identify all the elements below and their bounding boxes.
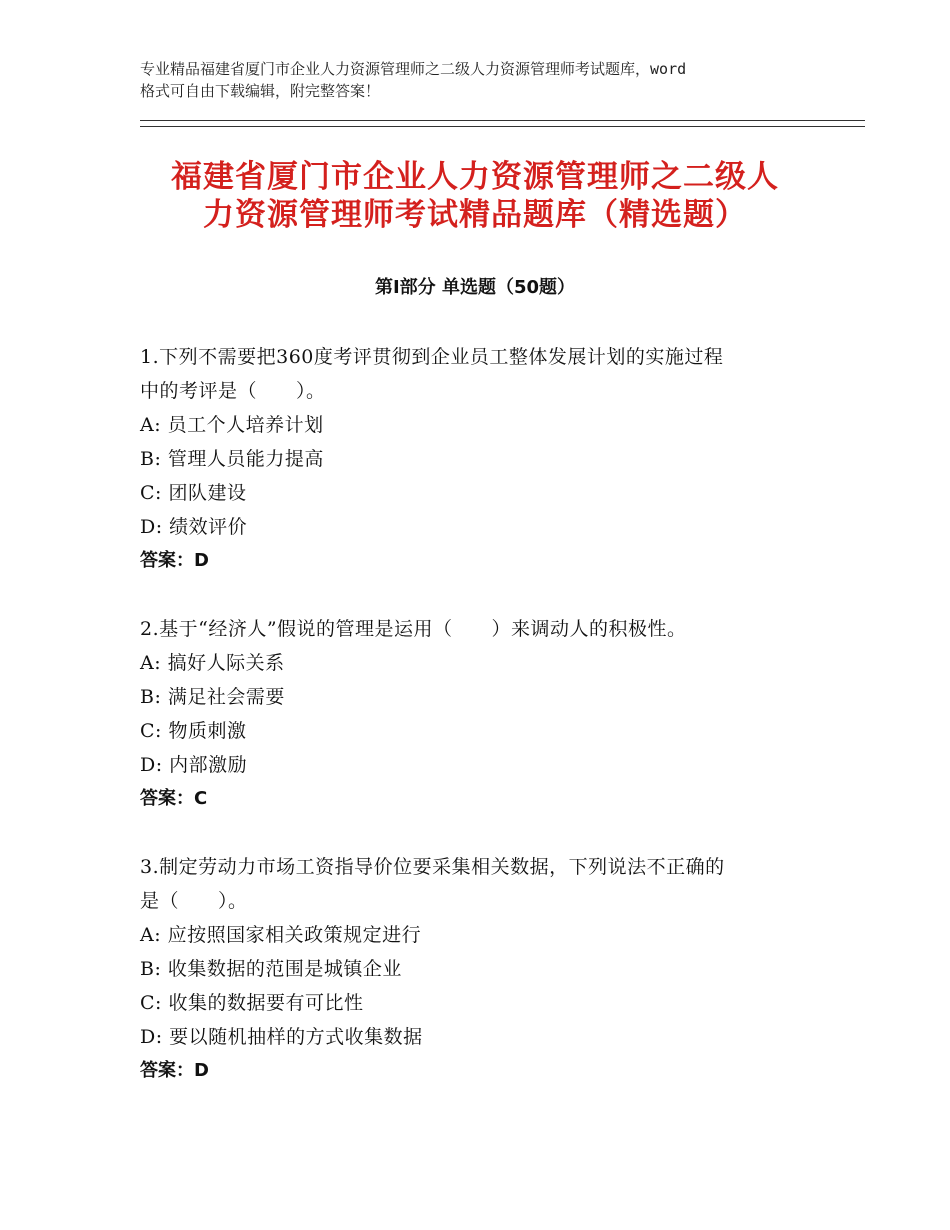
header-divider xyxy=(140,120,865,127)
option-b: B: 收集数据的范围是城镇企业 xyxy=(140,958,402,980)
option-c: C: 收集的数据要有可比性 xyxy=(140,992,364,1014)
section-heading: 第Ⅰ部分 单选题（50题） xyxy=(374,277,575,298)
option-a: A: 应按照国家相关政策规定进行 xyxy=(140,924,422,946)
option-d: D: 绩效评价 xyxy=(140,516,248,538)
question-stem-continued: 是（ ）。 xyxy=(140,890,248,912)
page-header xyxy=(140,58,840,102)
question-list xyxy=(140,340,820,1122)
question-stem: 2.基于“经济人”假说的管理是运用（ ）来调动人的积极性。 xyxy=(140,618,687,640)
title-line-1: 福建省厦门市企业人力资源管理师之二级人 xyxy=(171,159,779,195)
option-b: B: 满足社会需要 xyxy=(140,686,285,708)
title-line-2: 力资源管理师考试精品题库（精选题） xyxy=(203,197,747,233)
option-c: C: 物质刺激 xyxy=(140,720,247,742)
option-b: B: 管理人员能力提高 xyxy=(140,448,324,470)
option-c: C: 团队建设 xyxy=(140,482,247,504)
question-item xyxy=(140,612,820,816)
option-a: A: 员工个人培养计划 xyxy=(140,414,324,436)
header-line-2: 格式可自由下载编辑，附完整答案！ xyxy=(140,82,381,100)
option-d: D: 要以随机抽样的方式收集数据 xyxy=(140,1026,423,1048)
answer: 答案：D xyxy=(140,550,209,571)
header-line-1: 专业精品福建省厦门市企业人力资源管理师之二级人力资源管理师考试题库，word xyxy=(140,60,687,78)
question-item xyxy=(140,340,820,578)
option-a: A: 搞好人际关系 xyxy=(140,652,285,674)
question-stem: 1.下列不需要把360度考评贯彻到企业员工整体发展计划的实施过程 xyxy=(140,346,724,368)
answer: 答案：D xyxy=(140,1060,209,1081)
question-stem-continued: 中的考评是（ ）。 xyxy=(140,380,326,402)
document-title xyxy=(120,158,830,234)
answer: 答案：C xyxy=(140,788,208,809)
option-d: D: 内部激励 xyxy=(140,754,248,776)
question-item xyxy=(140,850,820,1088)
question-stem: 3.制定劳动力市场工资指导价位要采集相关数据，下列说法不正确的 xyxy=(140,856,725,878)
